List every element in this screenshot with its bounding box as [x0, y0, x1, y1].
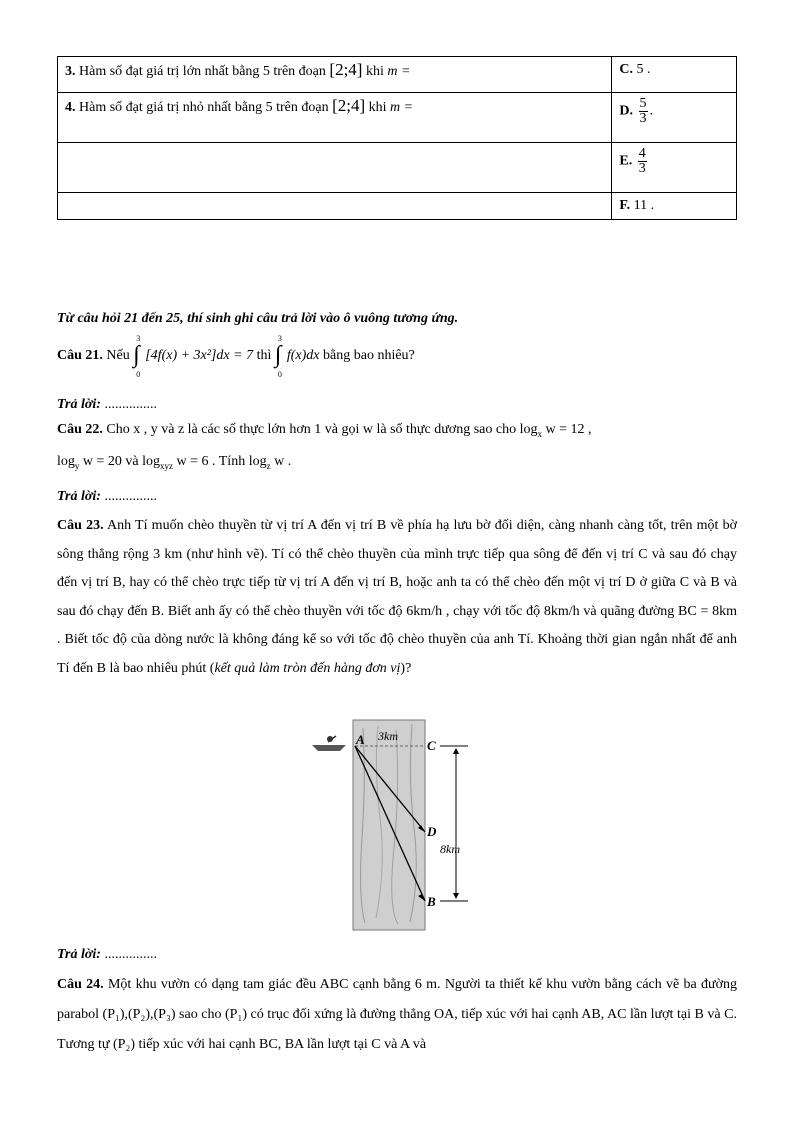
answer-dots: ...............	[104, 947, 157, 962]
river-figure	[308, 718, 478, 934]
question-label: Câu 21.	[57, 348, 103, 363]
option-letter: E.	[619, 153, 633, 169]
label-width: 3km	[378, 729, 398, 743]
option-value: 5 .	[636, 62, 651, 77]
question-23	[57, 512, 737, 684]
q22-sub: y	[74, 460, 80, 471]
integral-sign: 3 ∫ 0	[274, 333, 282, 379]
integral-sign: 3 ∫ 0	[133, 333, 141, 379]
row-f-option	[612, 193, 737, 220]
dim-arrow-up	[453, 748, 459, 754]
q22-eq: w = 12 ,	[541, 422, 592, 437]
m-var: m =	[390, 100, 414, 115]
row-number: 3.	[65, 64, 76, 79]
answer-line	[57, 488, 737, 506]
khi-word: khi	[368, 100, 387, 115]
q22-eq: w = 6 . Tính log	[173, 453, 267, 469]
dim-arrow-down	[453, 893, 459, 899]
q22-text: Cho x , y và z là các số thực lớn hơn 1 và gọi w là số thực dương sao cho log	[106, 422, 538, 437]
question-24	[57, 970, 737, 1060]
q21-mid: thì	[256, 348, 272, 363]
question-label: Câu 22.	[57, 422, 103, 437]
label-D: D	[427, 824, 437, 839]
label-B: B	[427, 894, 436, 909]
boat-icon	[312, 736, 346, 751]
q21-pre: Nếu	[106, 348, 130, 363]
label-C: C	[427, 738, 436, 753]
q22-sub: x	[537, 428, 542, 439]
q23-note: kết quả làm tròn đến hàng đơn vị	[214, 660, 401, 676]
integral-expression: f(x)dx	[286, 348, 320, 363]
q22-eq: w = 20 và log	[79, 453, 160, 469]
question-22	[57, 416, 737, 480]
answer-dots: ...............	[104, 489, 157, 504]
fraction: $\frac{5}{3}$	[639, 96, 647, 126]
row-3-option	[612, 57, 737, 93]
m-var: m =	[387, 64, 411, 79]
option-letter: C.	[619, 62, 633, 77]
answer-label: Trả lời:	[57, 397, 101, 412]
q24-text: Một khu vườn có dạng tam giác đều ABC cạnh bằng 6 m. Người ta thiết kế khu vườn bằng cách vẽ ba đường parabol (P₁),(P₂),(P₃) sao cho (P₁) có trục đối xứng là đường thẳng OA, tiếp xúc với hai cạnh AB, AC lần lượt tại B và C. Tương tự (P₂) tiếp xúc với hai cạnh BC, BA lần lượt tại C và A và	[57, 977, 737, 1052]
q22-log: log	[57, 453, 75, 469]
row-e-option	[612, 143, 737, 193]
row-4-option: D. $\frac{5}{3}$ .	[612, 93, 737, 143]
option-letter: F.	[619, 198, 631, 213]
question-label: Câu 23.	[57, 518, 104, 533]
answer-line	[57, 946, 737, 964]
row-empty	[58, 143, 612, 193]
interval: [2;4]	[329, 60, 363, 79]
interval: [2;4]	[332, 96, 366, 115]
answer-dots: ...............	[104, 397, 157, 412]
row-4-statement	[58, 93, 612, 143]
matching-table	[57, 56, 737, 220]
table-row	[58, 143, 737, 193]
table-row	[58, 57, 737, 93]
answer-label: Trả lời:	[57, 947, 101, 962]
row-number: 4.	[65, 100, 76, 115]
table-row	[58, 193, 737, 220]
row-3-statement	[58, 57, 612, 93]
integral-expression: [4f(x) + 3x²]dx = 7	[145, 348, 254, 363]
q22-sub: z	[266, 460, 271, 471]
q21-post: bằng bao nhiêu?	[323, 348, 415, 363]
q23-text: Anh Tí muốn chèo thuyền từ vị trí A đến vị trí B về phía hạ lưu bờ đối diện, càng nhanh càng tốt, trên một bờ sông thẳng rộng 3 km (như hình vẽ). Tí có thể chèo thuyền của mình trực tiếp qua sông để đến vị trí C và sau đó chạy đến vị trí B, hay có thể chèo trực tiếp từ vị trí A đến vị trí B, hoặc anh ta có thể chèo đến một vị trí D ở giữa C và B và sau đó chạy đến B. Biết anh ấy có thể chèo thuyền với tốc độ 6km/h , chạy với tốc độ 8km/h và quãng đường BC = 8km . Biết tốc độ của dòng nước là không đáng kể so với tốc độ chèo thuyền của anh Tí. Khoảng thời gian ngắn nhất để anh Tí đến B là bao nhiêu phút (	[57, 518, 737, 676]
khi-word: khi	[365, 64, 384, 79]
answer-label: Trả lời:	[57, 489, 101, 504]
question-label: Câu 24.	[57, 977, 104, 992]
answer-line	[57, 396, 737, 414]
row-empty	[58, 193, 612, 220]
row-text: Hàm số đạt giá trị nhỏ nhất bằng 5 trên đoạn	[79, 100, 329, 115]
q22-eq: w .	[270, 453, 292, 469]
row-text: Hàm số đạt giá trị lớn nhất bằng 5 trên đoạn	[79, 64, 326, 79]
q23-tail: )?	[400, 660, 412, 676]
option-value: 11 .	[633, 198, 655, 213]
question-21	[57, 333, 737, 379]
table-row	[58, 93, 737, 143]
label-length: 8km	[440, 842, 460, 856]
option-letter: D.	[619, 103, 633, 119]
q22-sub: xyz	[160, 460, 173, 471]
fraction: $\frac{4}{3}$	[638, 146, 646, 176]
section-heading: Từ câu hỏi 21 đến 25, thí sinh ghi câu trả lời vào ô vuông tương ứng.	[57, 311, 459, 326]
label-A: A	[356, 732, 365, 747]
